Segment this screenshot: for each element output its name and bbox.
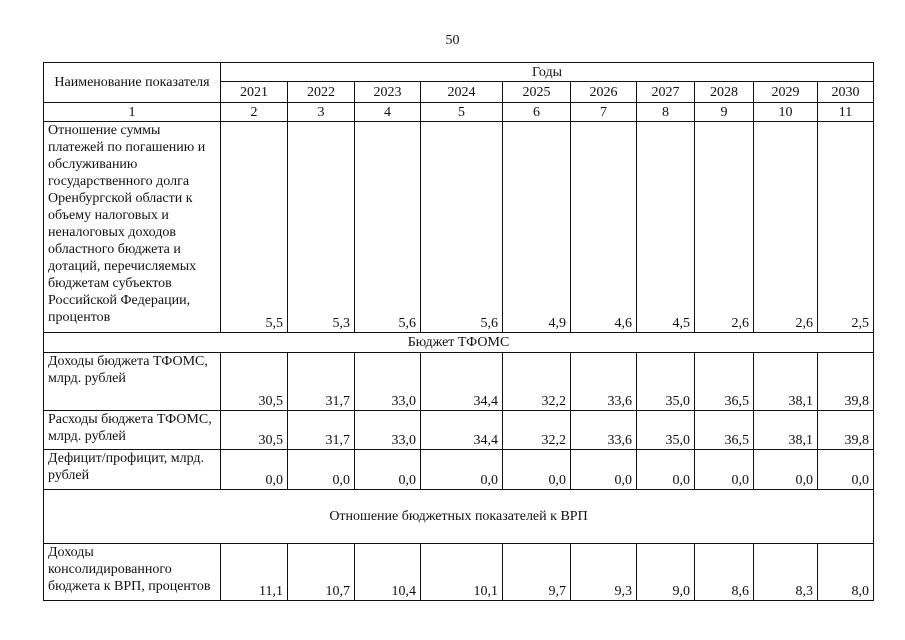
row-value: 0,0 bbox=[503, 450, 571, 490]
row-value: 5,6 bbox=[355, 122, 421, 333]
column-numbers-row bbox=[44, 103, 874, 122]
row-value: 4,5 bbox=[637, 122, 695, 333]
row-value: 5,5 bbox=[221, 122, 288, 333]
row-value: 5,6 bbox=[421, 122, 503, 333]
page-number: 50 bbox=[445, 33, 460, 48]
row-value: 8,6 bbox=[695, 544, 754, 601]
indicators-table bbox=[43, 62, 874, 601]
row-label: Доходы консолидированного бюджета к ВРП, процентов bbox=[44, 544, 221, 601]
row-value: 34,4 bbox=[421, 411, 503, 450]
column-number: 11 bbox=[818, 103, 874, 122]
row-value: 31,7 bbox=[288, 411, 355, 450]
row-value: 10,1 bbox=[421, 544, 503, 601]
section-heading: Бюджет ТФОМС bbox=[44, 333, 874, 353]
column-number: 1 bbox=[44, 103, 221, 122]
row-value: 33,6 bbox=[571, 353, 637, 411]
row-value: 30,5 bbox=[221, 411, 288, 450]
row-value: 10,4 bbox=[355, 544, 421, 601]
header-year: 2025 bbox=[503, 82, 571, 103]
column-number: 6 bbox=[503, 103, 571, 122]
row-value: 36,5 bbox=[695, 353, 754, 411]
row-value: 9,3 bbox=[571, 544, 637, 601]
row-value: 31,7 bbox=[288, 353, 355, 411]
table-row bbox=[44, 353, 874, 411]
column-number: 2 bbox=[221, 103, 288, 122]
header-year: 2030 bbox=[818, 82, 874, 103]
table-row bbox=[44, 122, 874, 333]
header-year: 2026 bbox=[571, 82, 637, 103]
row-value: 34,4 bbox=[421, 353, 503, 411]
row-value: 9,7 bbox=[503, 544, 571, 601]
row-value: 39,8 bbox=[818, 411, 874, 450]
row-value: 38,1 bbox=[754, 353, 818, 411]
row-value: 0,0 bbox=[421, 450, 503, 490]
row-value: 2,6 bbox=[695, 122, 754, 333]
row-value: 4,9 bbox=[503, 122, 571, 333]
row-value: 36,5 bbox=[695, 411, 754, 450]
table-row bbox=[44, 411, 874, 450]
column-number: 5 bbox=[421, 103, 503, 122]
column-number: 8 bbox=[637, 103, 695, 122]
section-row bbox=[44, 333, 874, 353]
row-value: 33,6 bbox=[571, 411, 637, 450]
row-value: 35,0 bbox=[637, 353, 695, 411]
column-number: 7 bbox=[571, 103, 637, 122]
row-value: 0,0 bbox=[288, 450, 355, 490]
header-year: 2028 bbox=[695, 82, 754, 103]
header-years-group: Годы bbox=[221, 63, 874, 82]
row-value: 0,0 bbox=[355, 450, 421, 490]
column-number: 4 bbox=[355, 103, 421, 122]
row-value: 0,0 bbox=[221, 450, 288, 490]
header-year: 2029 bbox=[754, 82, 818, 103]
row-value: 5,3 bbox=[288, 122, 355, 333]
section-row bbox=[44, 490, 874, 544]
row-value: 0,0 bbox=[695, 450, 754, 490]
header-year: 2022 bbox=[288, 82, 355, 103]
row-value: 0,0 bbox=[637, 450, 695, 490]
row-value: 10,7 bbox=[288, 544, 355, 601]
row-value: 30,5 bbox=[221, 353, 288, 411]
row-value: 33,0 bbox=[355, 353, 421, 411]
header-year: 2027 bbox=[637, 82, 695, 103]
column-number: 10 bbox=[754, 103, 818, 122]
header-name-col: Наименование показателя bbox=[44, 63, 221, 103]
row-value: 35,0 bbox=[637, 411, 695, 450]
row-value: 2,6 bbox=[754, 122, 818, 333]
row-value: 0,0 bbox=[754, 450, 818, 490]
row-value: 11,1 bbox=[221, 544, 288, 601]
row-value: 0,0 bbox=[818, 450, 874, 490]
row-label: Отношение суммы платежей по погашению и обслуживанию государственного долга Оренбургской области к объему налоговых и неналоговых доходов областного бюджета и дотаций, перечисляемых бюджетам субъектов Российской Федерации, процентов bbox=[44, 122, 221, 333]
row-value: 8,3 bbox=[754, 544, 818, 601]
row-value: 4,6 bbox=[571, 122, 637, 333]
row-value: 32,2 bbox=[503, 353, 571, 411]
row-value: 9,0 bbox=[637, 544, 695, 601]
row-label: Доходы бюджета ТФОМС, млрд. рублей bbox=[44, 353, 221, 411]
row-label: Дефицит/профицит, млрд. рублей bbox=[44, 450, 221, 490]
table-row bbox=[44, 544, 874, 601]
table-row bbox=[44, 450, 874, 490]
row-value: 32,2 bbox=[503, 411, 571, 450]
row-value: 38,1 bbox=[754, 411, 818, 450]
row-value: 8,0 bbox=[818, 544, 874, 601]
row-value: 2,5 bbox=[818, 122, 874, 333]
row-label: Расходы бюджета ТФОМС, млрд. рублей bbox=[44, 411, 221, 450]
column-number: 9 bbox=[695, 103, 754, 122]
row-value: 39,8 bbox=[818, 353, 874, 411]
row-value: 33,0 bbox=[355, 411, 421, 450]
section-heading: Отношение бюджетных показателей к ВРП bbox=[44, 490, 874, 544]
row-value: 0,0 bbox=[571, 450, 637, 490]
header-year: 2024 bbox=[421, 82, 503, 103]
column-number: 3 bbox=[288, 103, 355, 122]
header-year: 2023 bbox=[355, 82, 421, 103]
header-year: 2021 bbox=[221, 82, 288, 103]
